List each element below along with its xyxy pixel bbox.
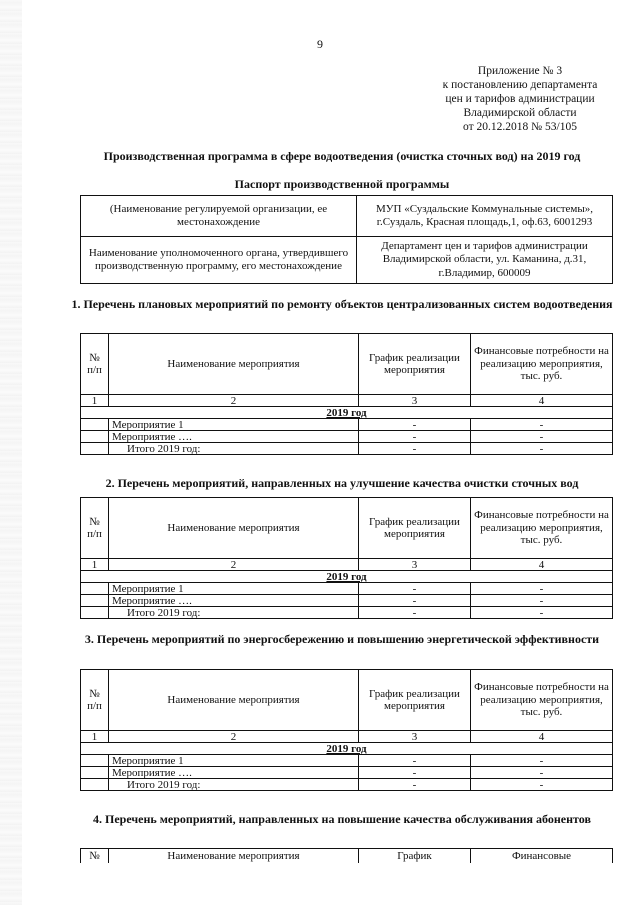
schedule-value: - [359,419,471,431]
measure-name: Мероприятие …. [109,767,359,779]
header-row [81,334,613,395]
passport-label: (Наименование регулируемой организации, ее местонахождение [81,196,357,237]
total-label: Итого 2019 год: [109,443,359,455]
passport-label: Наименование уполномоченного органа, утвердившего производственную программу, его местонахождение [81,237,357,284]
total-label: Итого 2019 год: [109,779,359,791]
table-row [81,419,613,431]
finance-value: - [471,595,613,607]
year-label: 2019 год [81,743,613,755]
measure-name: Мероприятие 1 [109,583,359,595]
col-name-header: Наименование мероприятия [109,849,359,864]
schedule-value: - [359,431,471,443]
column-numbers-row [81,731,613,743]
header-row [81,498,613,559]
header-row [81,670,613,731]
col-num: 2 [109,559,359,571]
col-name-header: Наименование мероприятия [109,498,359,559]
schedule-value: - [359,767,471,779]
appendix-line: к постановлению департамента [442,79,598,91]
section-4-table [80,848,613,863]
finance-value: - [471,779,613,791]
section-4-title: 4. Перечень мероприятий, направленных на повышение качества обслуживания абонентов [93,812,591,826]
finance-value: - [471,431,613,443]
table-row [81,431,613,443]
measure-name: Мероприятие 1 [109,755,359,767]
passport-row [81,237,613,284]
year-row [81,743,613,755]
appendix-line: Владимирской области [463,107,577,119]
col-num: 3 [359,395,471,407]
col-num: 3 [359,559,471,571]
year-row [81,407,613,419]
appendix-line: цен и тарифов администрации [445,93,595,105]
passport-row [81,196,613,237]
section-1-title: 1. Перечень плановых мероприятий по ремонту объектов централизованных систем водоотведения [71,297,613,311]
total-row [81,443,613,455]
schedule-value: - [359,443,471,455]
header-row [81,849,613,864]
row-number [81,583,109,595]
schedule-value: - [359,607,471,619]
col-num: 1 [81,559,109,571]
column-numbers-row [81,559,613,571]
col-num: 2 [109,731,359,743]
row-number [81,419,109,431]
measure-name: Мероприятие 1 [109,419,359,431]
finance-value: - [471,755,613,767]
appendix-block [430,64,610,134]
col-number-header: № [81,849,109,864]
page-number: 9 [317,37,323,51]
col-finance-header: Финансовые потребности на реализацию мероприятия, тыс. руб. [471,334,613,395]
col-num: 4 [471,395,613,407]
row-number [81,443,109,455]
section-3-title: 3. Перечень мероприятий по энергосбережению и повышению энергетической эффективности [84,632,600,646]
col-schedule-header: График реализации мероприятия [359,334,471,395]
column-numbers-row [81,395,613,407]
col-schedule-header: График реализации мероприятия [359,670,471,731]
passport-title: Паспорт производственной программы [234,177,450,191]
finance-value: - [471,419,613,431]
measure-name: Мероприятие …. [109,595,359,607]
col-number-header: № п/п [81,498,109,559]
appendix-line: Приложение № 3 [477,65,563,77]
section-2-title: 2. Перечень мероприятий, направленных на улучшение качества очистки сточных вод [105,476,579,490]
col-num: 1 [81,395,109,407]
table-row [81,755,613,767]
schedule-value: - [359,755,471,767]
col-num: 3 [359,731,471,743]
col-schedule-header: График [359,849,471,864]
section-1-table [80,333,613,455]
finance-value: - [471,583,613,595]
table-row [81,595,613,607]
row-number [81,779,109,791]
passport-value: МУП «Суздальские Коммунальные системы», г.Суздаль, Красная площадь,1, оф.63, 6001293 [357,196,613,237]
year-label: 2019 год [81,571,613,583]
total-row [81,779,613,791]
row-number [81,431,109,443]
col-num: 4 [471,559,613,571]
schedule-value: - [359,595,471,607]
section-2-table [80,497,613,619]
table-row [81,583,613,595]
col-num: 1 [81,731,109,743]
col-number-header: № п/п [81,334,109,395]
finance-value: - [471,767,613,779]
row-number [81,595,109,607]
year-label: 2019 год [81,407,613,419]
passport-table [80,195,613,284]
total-row [81,607,613,619]
document-title: Производственная программа в сфере водоотведения (очистка сточных вод) на 2019 год [103,149,581,163]
total-label: Итого 2019 год: [109,607,359,619]
measure-name: Мероприятие …. [109,431,359,443]
passport-value: Департамент цен и тарифов администрации Владимирской области, ул. Каманина, д.31, г.Владимир, 600009 [357,237,613,284]
row-number [81,607,109,619]
scan-edge [0,0,22,905]
row-number [81,767,109,779]
col-number-header: № п/п [81,670,109,731]
col-finance-header: Финансовые потребности на реализацию мероприятия, тыс. руб. [471,498,613,559]
col-num: 4 [471,731,613,743]
finance-value: - [471,607,613,619]
col-name-header: Наименование мероприятия [109,670,359,731]
col-num: 2 [109,395,359,407]
table-row [81,767,613,779]
section-3-table [80,669,613,791]
col-finance-header: Финансовые потребности на реализацию мероприятия, тыс. руб. [471,670,613,731]
schedule-value: - [359,779,471,791]
col-finance-header: Финансовые [471,849,613,864]
row-number [81,755,109,767]
col-name-header: Наименование мероприятия [109,334,359,395]
finance-value: - [471,443,613,455]
appendix-line: от 20.12.2018 № 53/105 [463,121,577,133]
year-row [81,571,613,583]
schedule-value: - [359,583,471,595]
col-schedule-header: График реализации мероприятия [359,498,471,559]
